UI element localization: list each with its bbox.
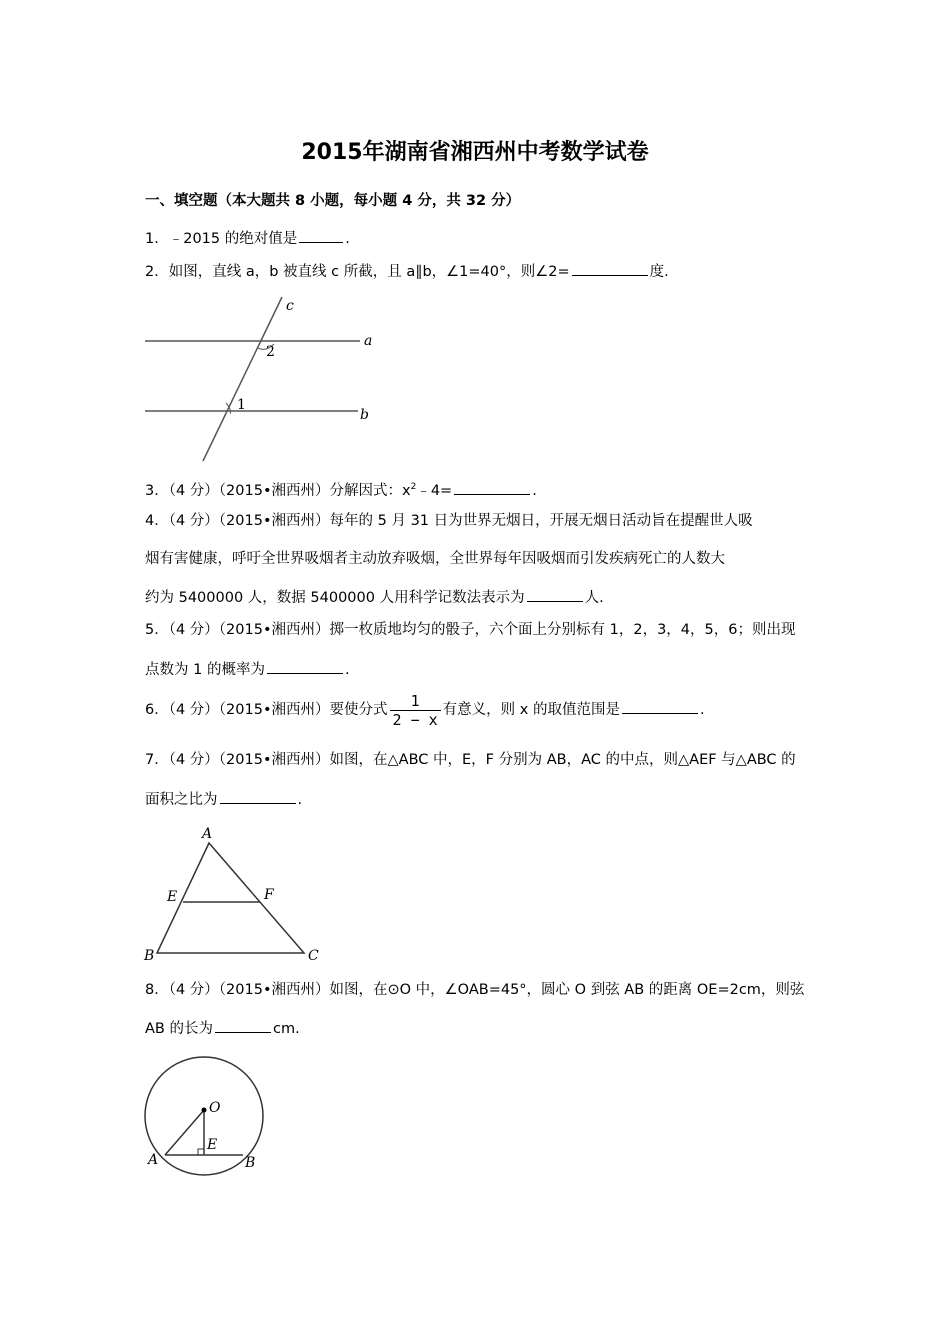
section-heading: 一、填空题（本大题共 8 小题，每小题 4 分，共 32 分） [145, 193, 521, 209]
label-B: B [144, 948, 155, 964]
question-3-end: . [532, 482, 537, 499]
question-7-text: 面积之比为 [145, 792, 218, 808]
label-A: A [148, 1152, 159, 1168]
segment-oa [165, 1110, 204, 1155]
label-E: E [167, 889, 178, 905]
label-a: a [364, 333, 373, 349]
label-C: C [308, 948, 319, 964]
center-point [202, 1108, 207, 1113]
question-5-line-1: 5．（4 分）（2015•湘西州）掷一枚质地均匀的骰子，六个面上分别标有 1，2，3，4，5，6；则出现 [145, 622, 796, 638]
question-5-text: 点数为 1 的概率为 [145, 662, 265, 678]
question-7-end: . [297, 792, 303, 808]
label-A: A [202, 826, 213, 842]
label-angle-1: 1 [237, 397, 246, 413]
right-angle-mark [198, 1149, 204, 1155]
fraction-numerator: 1 [390, 692, 441, 711]
question-4-line-2: 烟有害健康，呼吁全世界吸烟者主动放弃吸烟，全世界每年因吸烟而引发疾病死亡的人数大 [145, 551, 725, 567]
question-5-end: . [344, 662, 350, 678]
question-3-exponent: 2 [410, 482, 417, 492]
question-8-text: AB 的长为 [145, 1021, 213, 1037]
question-2-end: 度. [649, 264, 669, 280]
label-F: F [264, 887, 274, 903]
question-8-line-1: 8．（4 分）（2015•湘西州）如图，在⊙O 中，∠OAB=45°，圆心 O 到弦 AB 的距离 OE=2cm，则弦 [145, 982, 805, 998]
label-O: O [209, 1100, 221, 1116]
question-8-end: cm. [272, 1021, 300, 1037]
fraction-denominator: 2 − x [392, 710, 438, 729]
question-6-end: . [699, 702, 705, 718]
label-b: b [360, 407, 369, 423]
label-angle-2: 2 [266, 344, 275, 360]
label-B: B [245, 1155, 256, 1171]
question-6-text: 6．（4 分）（2015•湘西州）要使分式 [145, 702, 388, 718]
question-7-line-1: 7．（4 分）（2015•湘西州）如图，在△ABC 中，E，F 分别为 AB，AC 的中点，则△AEF 与△ABC 的 [145, 752, 796, 768]
question-3-text-b: ﹣4= [416, 482, 453, 499]
label-E: E [207, 1137, 218, 1153]
page-title: 2015年湖南省湘西州中考数学试卷 [301, 140, 649, 165]
question-4-line-1: 4．（4 分）（2015•湘西州）每年的 5 月 31 日为世界无烟日，开展无烟日活动旨在提醒世人吸 [145, 513, 753, 529]
question-1-text: 1．﹣2015 的绝对值是 [145, 231, 298, 247]
question-6-text-b: 有意义，则 x 的取值范围是 [442, 702, 620, 718]
question-4-end: 人. [584, 590, 604, 606]
label-c: c [286, 298, 294, 314]
question-2-text: 2．如图，直线 a，b 被直线 c 所截，且 a∥b，∠1=40°，则∠2= [145, 264, 570, 280]
question-1-end: . [345, 231, 350, 247]
question-4-text: 约为 5400000 人，数据 5400000 人用科学记数法表示为 [145, 590, 525, 606]
question-3-text: 3．（4 分）（2015•湘西州）分解因式：x [145, 482, 411, 499]
